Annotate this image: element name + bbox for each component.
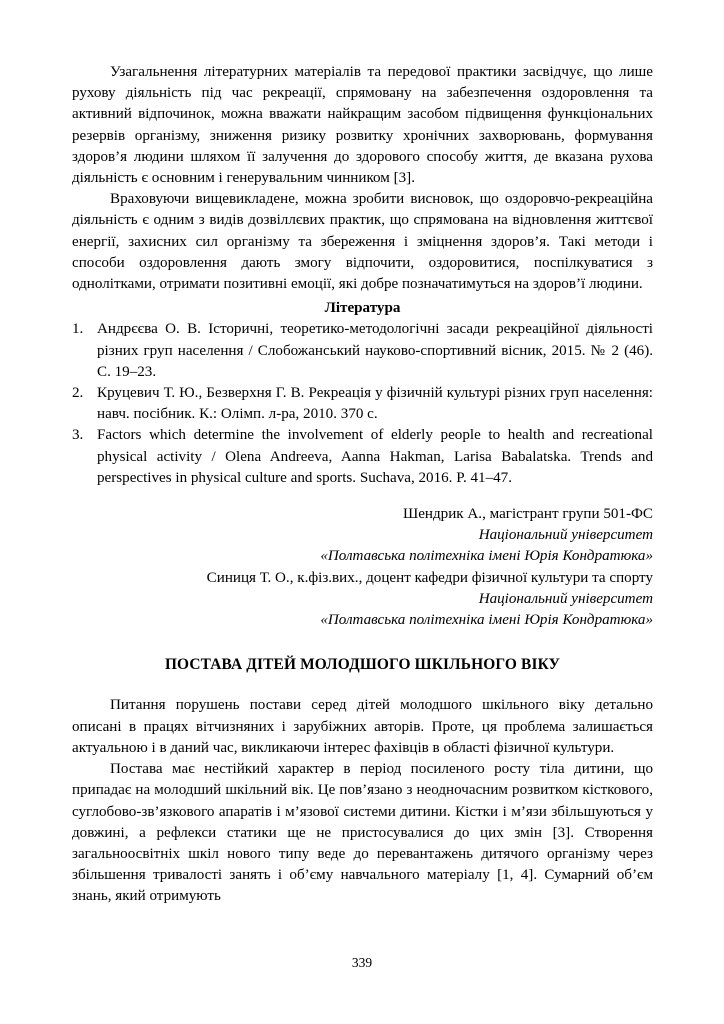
author-affiliation-line: Національний університет <box>478 527 653 544</box>
reference-number: 2. <box>72 385 84 402</box>
text-column <box>72 62 653 908</box>
author-affiliation-line: «Полтавська політехніка імені Юрія Кондратюка» <box>320 548 653 565</box>
author-affiliation-line: Національний університет <box>478 590 653 607</box>
page-number: 339 <box>351 955 373 970</box>
reference-number: 3. <box>72 427 84 444</box>
article-paragraph-2: Постава має нестійкий характер в період посиленого росту тіла дитини, що припадає на молодший шкільний вік. Це пов’язано з неодночасним розвитком кісткового, суглобово-зв’язкового апаратів і м’язової системи дитини. Кістки і м’язи збільшуються у довжині, а рефлекси статики ще не пристосувалися до цих змін [3]. Створення загальноосвітніх шкіл нового типу веде до перевантажень дитячого організму через збільшення тривалості занять і об’єму навчального матеріалу [1, 4]. Сумарний об’єм знань, який отримують <box>72 761 653 905</box>
reference-text: Factors which determine the involvement of elderly people to health and recreational physical activity / Olena Andreeva, Aanna Hakman, Larisa Babalatska. Trends and perspectives in physical culture and sports. Suchava, 2016. P. 41–47. <box>97 427 653 486</box>
reference-text: Круцевич Т. Ю., Безверхня Г. В. Рекреація у фізичній культурі різних груп населення: навч. посібник. К.: Олімп. л-ра, 2010. 370 с. <box>97 385 653 423</box>
author-line: Синиця Т. О., к.фіз.вих., доцент кафедри фізичної культури та спорту <box>206 569 653 586</box>
reference-text: Андрєєва О. В. Історичні, теоретико-методологічні засади рекреаційної діяльності різних груп населення / Слобожанський науково-спортивний вісник, 2015. № 2 (46). С. 19–23. <box>97 321 653 380</box>
reference-item <box>72 383 653 425</box>
author-line: Шендрик А., магістрант групи 501-ФС <box>402 506 653 523</box>
intro-paragraph-1: Узагальнення літературних матеріалів та передової практики засвідчує, що лише рухову діяльність під час рекреації, спрямовану на забезпечення оздоровлення та активний відпочинок, можна вважати найкращим засобом підвищення функціональних резервів організму, зниження ризику розвитку хронічних захворювань, формування здоров’я людини шляхом її залучення до здорового способу життя, де вказана рухова діяльність є основним і генерувальним чинником [3]. <box>72 64 653 187</box>
article-paragraph-1: Питання порушень постави серед дітей молодшого шкільного віку детально описані в працях вітчизняних і зарубіжних авторів. Проте, ця проблема залишається актуальною і в даний час, викликаючи інтерес фахівців в області фізичної культури. <box>72 697 653 756</box>
reference-item <box>72 319 653 383</box>
article-title: ПОСТАВА ДІТЕЙ МОЛОДШОГО ШКІЛЬНОГО ВІКУ <box>164 656 561 674</box>
intro-paragraph-2: Враховуючи вищевикладене, можна зробити висновок, що оздоровчо-рекреаційна діяльність є одним з видів дозвіллєвих практик, що спрямована на відновлення життєвої енергії, захисних сил організму та збереження і зміцнення здоров’я. Такі методи і способи оздоровлення дають змогу відпочити, оздоровитися, поспілкуватися з однолітками, отримати позитивні емоції, які добре позначатимуться на здоров’ї людини. <box>72 191 653 293</box>
reference-item <box>72 425 653 489</box>
references-heading: Література <box>324 300 401 317</box>
author-affiliation-line: «Полтавська політехніка імені Юрія Кондратюка» <box>320 612 653 629</box>
author-affiliation-block <box>72 504 653 631</box>
reference-number: 1. <box>72 321 84 338</box>
references-list <box>72 319 653 489</box>
